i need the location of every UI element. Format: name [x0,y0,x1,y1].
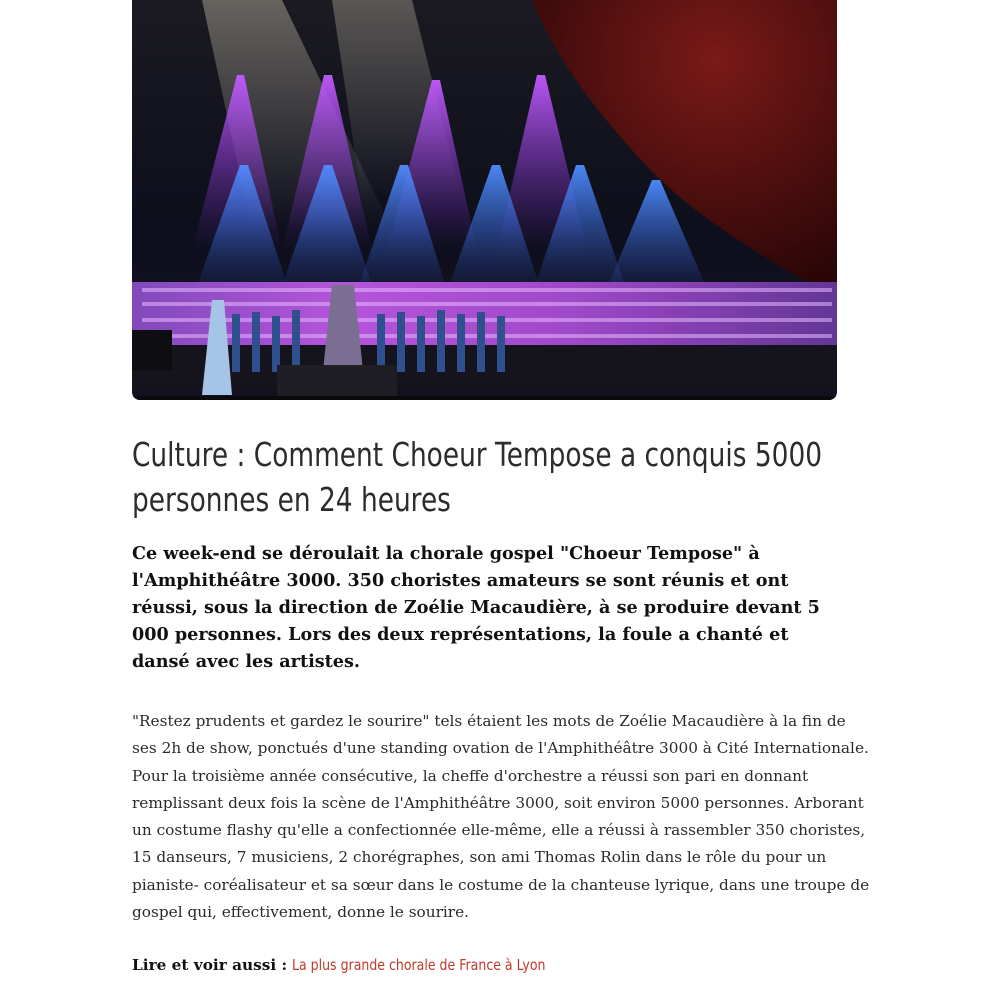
article-title: Culture : Comment Choeur Tempose a conquis 5000 personnes en 24 heures [132,435,823,519]
read-also [132,952,601,979]
article-hero-image[interactable] [132,0,837,400]
article-body: "Restez prudents et gardez le sourire" tels étaient les mots de Zoélie Macaudière à la fin de ses 2h de show, ponctués d'une standing ovation de l'Amphithéâtre 3000 à Cité Internationale. Pour la troisième année consécutive, la cheffe d'orchestre a réussi son pari en donnant remplissant deux fois la scène de l'Amphithéâtre 3000, soit environ 5000 personnes. Arborant un costume flashy qu'elle a confectionnée elle-même, elle a réussi à rassembler 350 choristes, 15 danseurs, 7 musiciens, 2 chorégraphes, son ami Thomas Rolin dans le rôle du pour un pianiste- coréalisateur et sa sœur dans le costume de la chanteuse lyrique, dans une troupe de gospel qui, effectivement, donne le sourire. [132,712,870,922]
choir-stage-photo [132,0,837,400]
read-also-link[interactable]: La plus grande chorale de France à Lyon [292,956,546,974]
article-lede: Ce week-end se déroulait la chorale gospel "Choeur Tempose" à l'Amphithéâtre 3000. 350 choristes amateurs se sont réunis et ont réussi, sous la direction de Zoélie Macaudière, à se produire devant 5 000 personnes. Lors des deux représentations, la foule a chanté et dansé avec les artistes. [132,543,820,672]
read-also-label: Lire et voir aussi : [132,956,288,974]
